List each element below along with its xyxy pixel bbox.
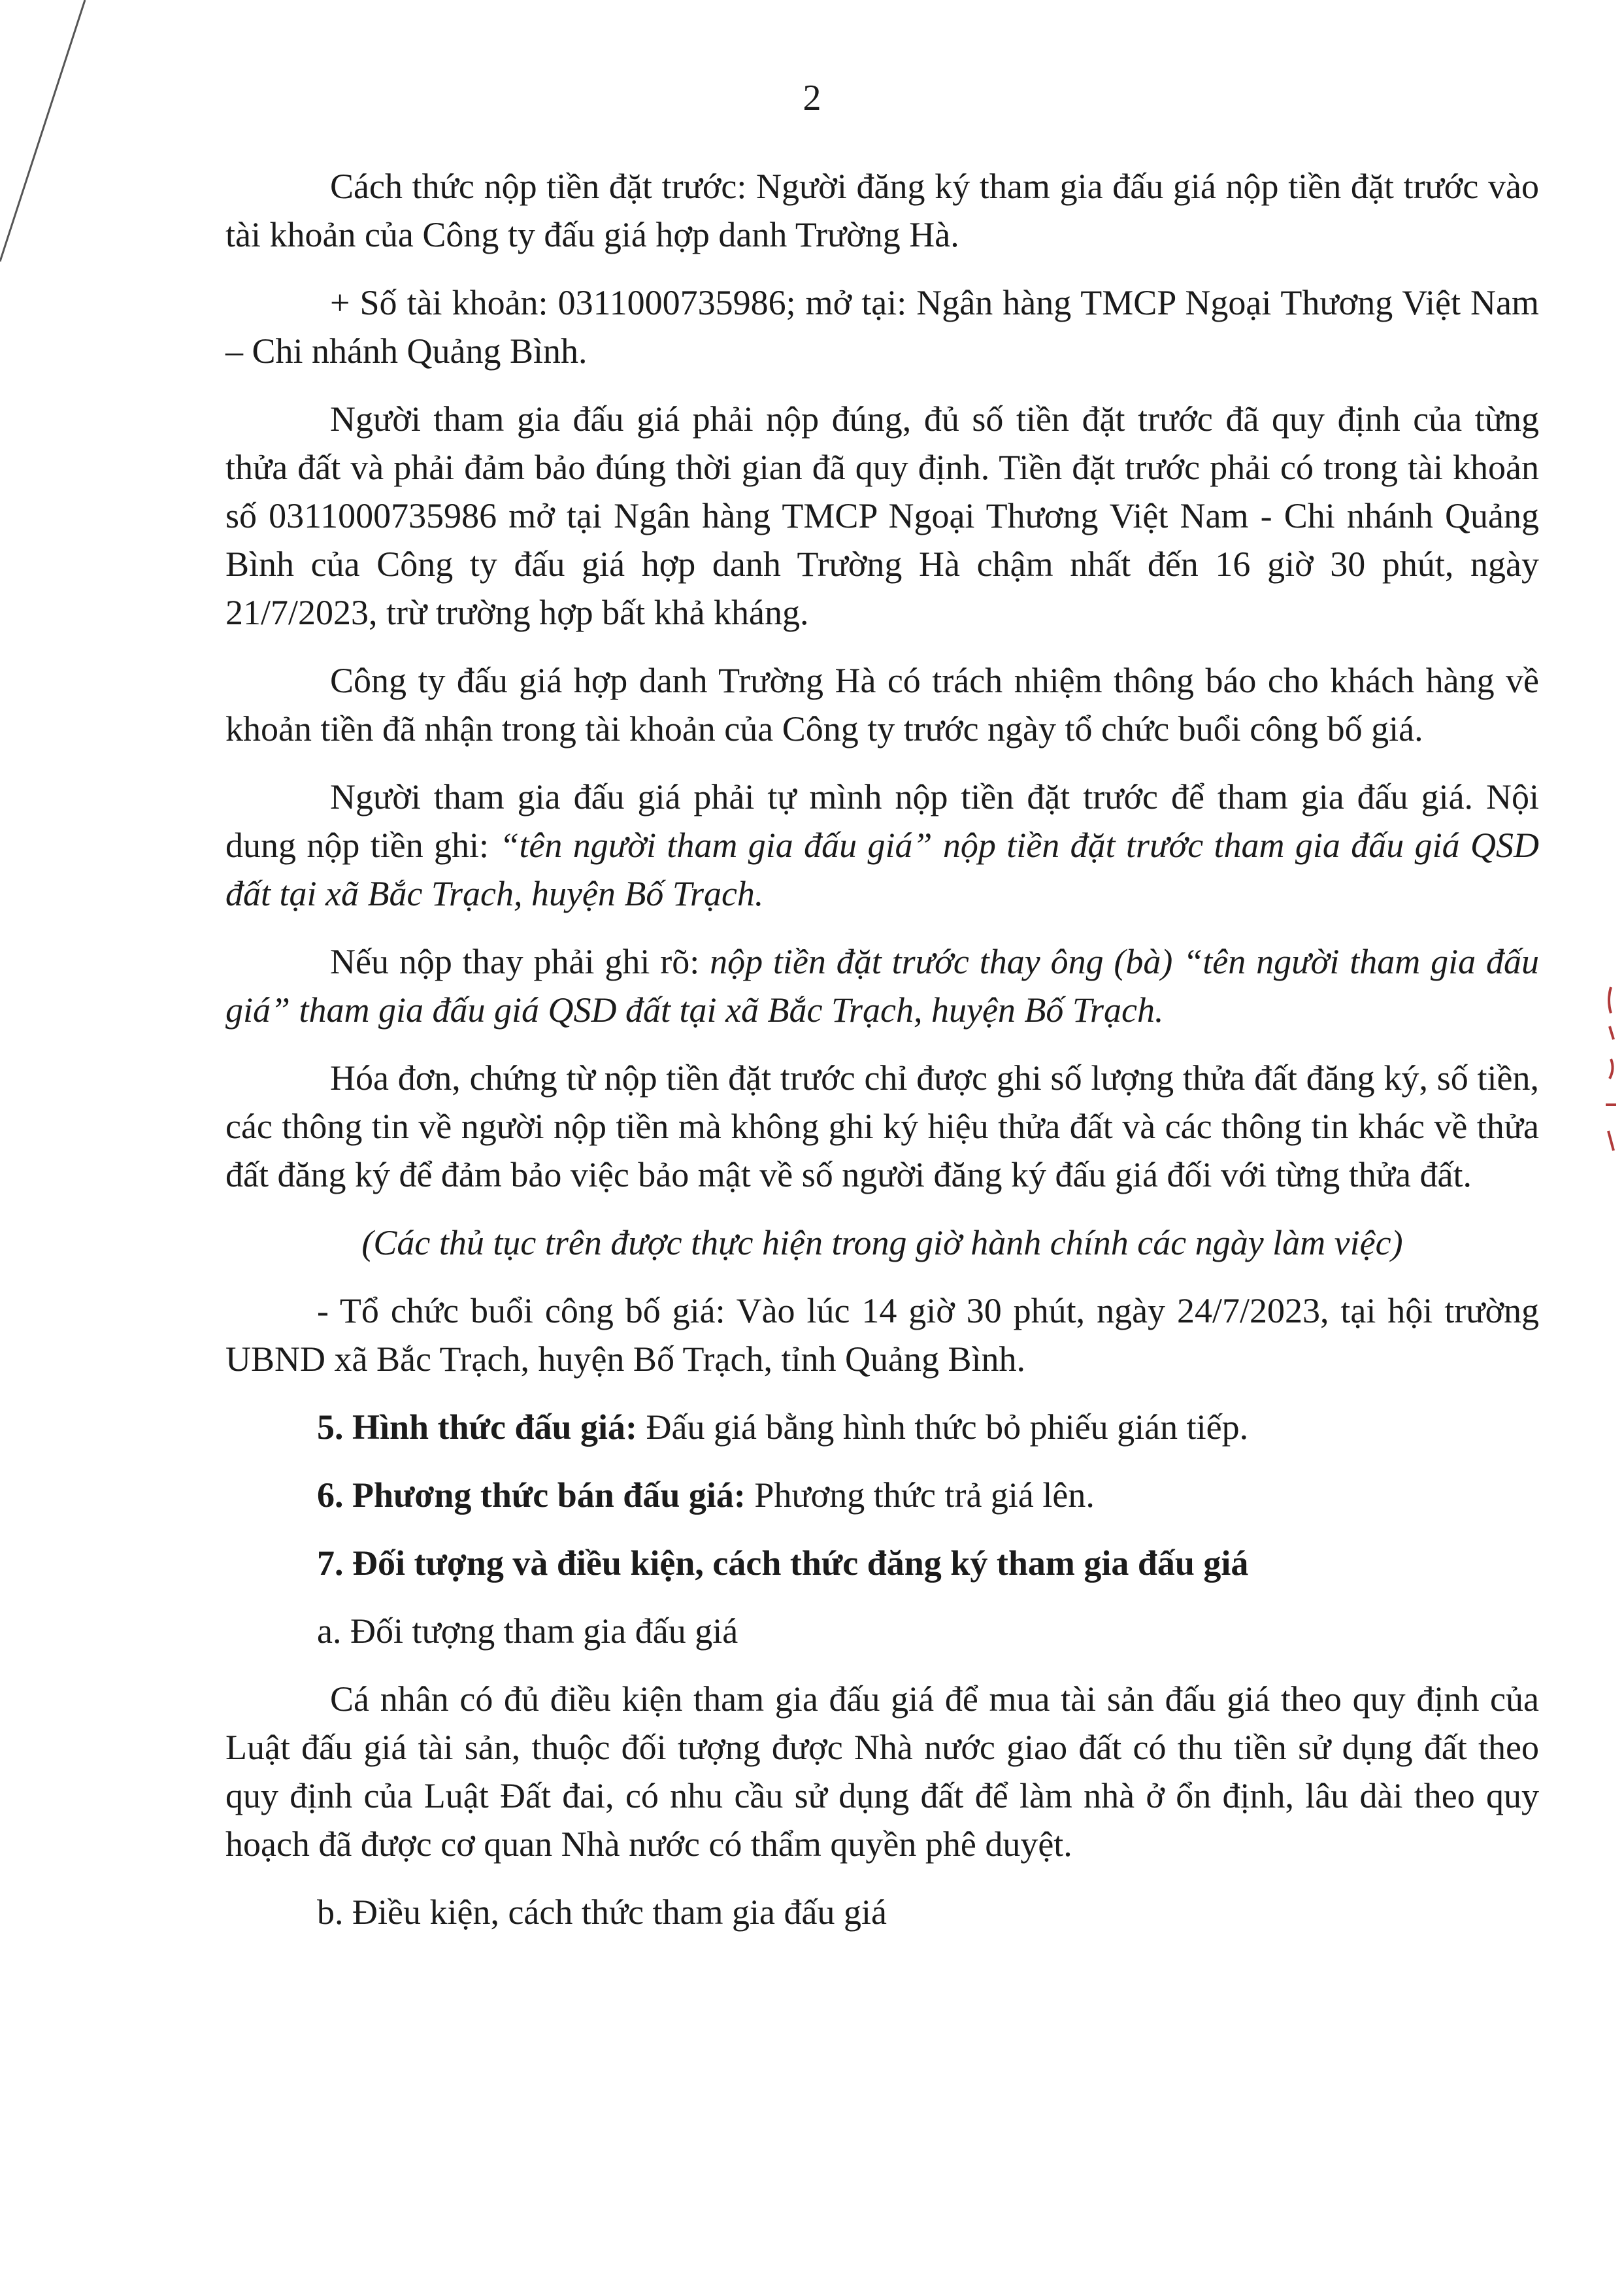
- paragraph-eligible-participants: Cá nhân có đủ điều kiện tham gia đấu giá để mua tài sản đấu giá theo quy định của Luật đấu giá tài sản, thuộc đối tượng được Nhà nước giao đất có thu tiền sử dụng đất theo quy định của Luật Đất đai, có nhu cầu sử dụng đất để làm nhà ở ổn định, lâu dài theo quy hoạch đã được cơ quan Nhà nước có thẩm quyền phê duyệt.: [225, 1679, 1539, 1864]
- section-7b-heading: b. Điều kiện, cách thức tham gia đấu giá: [317, 1893, 887, 1932]
- stamp-edge-mark: [1598, 981, 1624, 1177]
- section-7-heading: 7. Đối tượng và điều kiện, cách thức đăng ký tham gia đấu giá: [317, 1543, 1249, 1583]
- paragraph-payment-content: [225, 773, 1539, 918]
- paragraph-price-announcement: - Tổ chức buổi công bố giá: Vào lúc 14 giờ 30 phút, ngày 24/7/2023, tại hội trường UBND xã Bắc Trạch, huyện Bố Trạch, tỉnh Quảng Bình.: [225, 1291, 1539, 1379]
- payment-content-italic: “tên người tham gia đấu giá” nộp tiền đặt trước tham gia đấu giá QSD đất tại xã Bắc Trạch, huyện Bố Trạch.: [225, 826, 1539, 913]
- deposit-method-lead: Cách thức nộp tiền đặt trước:: [330, 167, 747, 206]
- section-5-heading: 5. Hình thức đấu giá:: [317, 1407, 638, 1447]
- proxy-payment-text: Nếu nộp thay phải ghi rõ:: [330, 942, 710, 981]
- paragraph-invoice-rules: Hóa đơn, chứng từ nộp tiền đặt trước chỉ được ghi số lượng thửa đất đăng ký, số tiền, các thông tin về người nộp tiền mà không ghi ký hiệu thửa đất và các thông tin khác về thửa đất đăng ký để đảm bảo việc bảo mật về số người đăng ký đấu giá đối với từng thửa đất.: [225, 1058, 1539, 1194]
- paragraph-deposit-requirement: Người tham gia đấu giá phải nộp đúng, đủ số tiền đặt trước đã quy định của từng thửa đất và phải đảm bảo đúng thời gian đã quy định. Tiền đặt trước phải có trong tài khoản số 0311000735986 mở tại Ngân hàng TMCP Ngoại Thương Việt Nam - Chi nhánh Quảng Bình của Công ty đấu giá hợp danh Trường Hà chậm nhất đến 16 giờ 30 phút, ngày 21/7/2023, trừ trường hợp bất khả kháng.: [225, 399, 1539, 632]
- section-6-text: Phương thức trả giá lên.: [745, 1475, 1095, 1515]
- proxy-payment-italic: nộp tiền đặt trước thay ông (bà) “tên người tham gia đấu giá” tham gia đấu giá QSD đất tại xã Bắc Trạch, huyện Bố Trạch.: [225, 942, 1539, 1030]
- deposit-method-text: Người đăng ký tham gia đấu giá nộp tiền đặt trước vào tài khoản của Công ty đấu giá hợp danh Trường Hà.: [225, 167, 1539, 254]
- paragraph-working-hours-note: (Các thủ tục trên được thực hiện trong giờ hành chính các ngày làm việc): [361, 1223, 1403, 1262]
- section-5: [225, 1403, 1539, 1451]
- document-body: [225, 162, 1539, 1956]
- paragraph-proxy-payment: [225, 937, 1539, 1034]
- paragraph-account-number: + Số tài khoản: 0311000735986; mở tại: Ngân hàng TMCP Ngoại Thương Việt Nam – Chi nhánh Quảng Bình.: [225, 283, 1539, 371]
- paragraph-deposit-method: [225, 162, 1539, 259]
- page-number: 2: [803, 78, 821, 118]
- section-7a-heading: a. Đối tượng tham gia đấu giá: [317, 1611, 738, 1651]
- section-6-heading: 6. Phương thức bán đấu giá:: [317, 1475, 746, 1515]
- scan-edge-line: [0, 0, 91, 275]
- section-5-text: Đấu giá bằng hình thức bỏ phiếu gián tiếp.: [637, 1407, 1249, 1447]
- payment-content-text: Người tham gia đấu giá phải tự mình nộp tiền đặt trước để tham gia đấu giá. Nội dung nộp tiền ghi:: [225, 777, 1539, 865]
- section-6: [225, 1471, 1539, 1519]
- paragraph-company-notice: Công ty đấu giá hợp danh Trường Hà có trách nhiệm thông báo cho khách hàng về khoản tiền đã nhận trong tài khoản của Công ty trước ngày tổ chức buổi công bố giá.: [225, 661, 1539, 749]
